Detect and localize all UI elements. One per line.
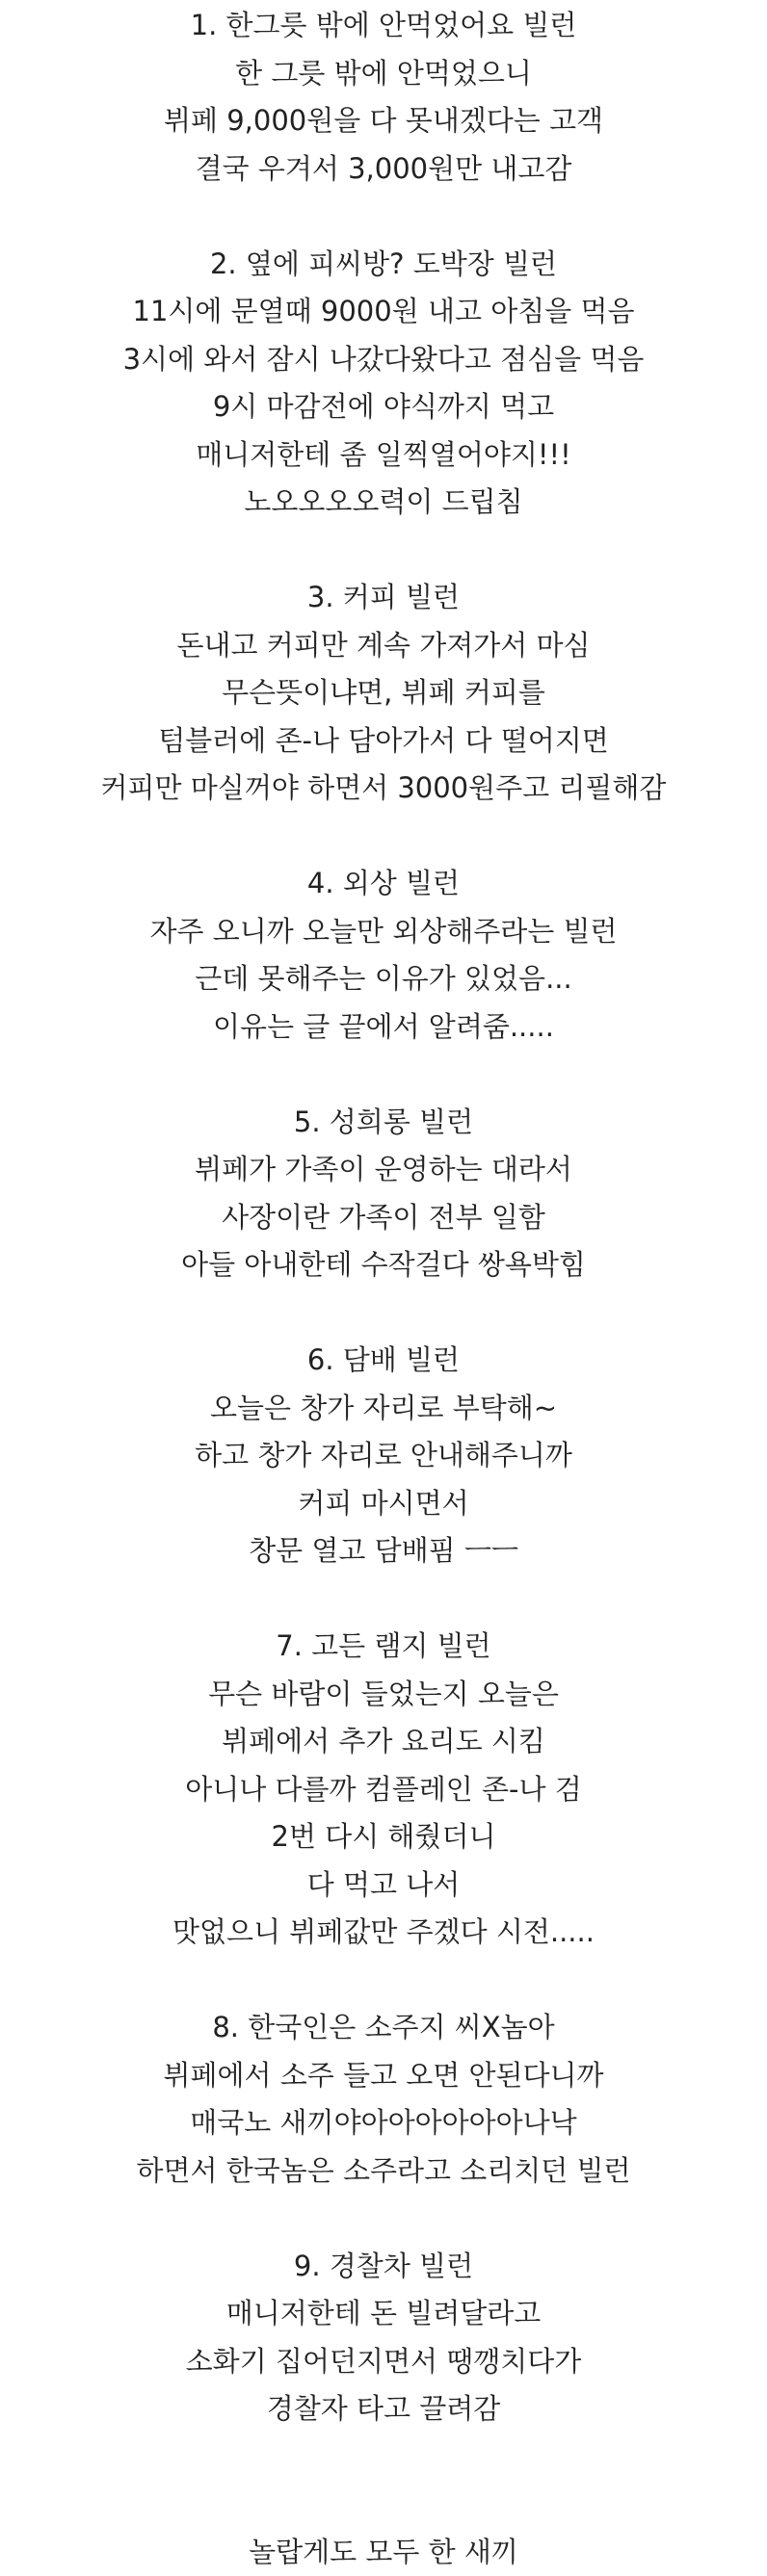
spacer: [0, 1289, 767, 1338]
section-title: 9. 경찰차 빌런: [0, 2243, 767, 2291]
section-line: 텀블러에 존-나 담아가서 다 떨어지면: [0, 717, 767, 766]
section-line: 커피 마시면서: [0, 1480, 767, 1528]
section-line: 자주 오니까 오늘만 외상해주라는 빌런: [0, 908, 767, 956]
section-line: 다 먹고 나서: [0, 1861, 767, 1910]
spacer: [0, 813, 767, 861]
section-title: 1. 한그릇 밖에 안먹었어요 빌런: [0, 2, 767, 50]
section-line: 오늘은 창가 자리로 부탁해~: [0, 1385, 767, 1433]
ending-line: 놀랍게도 모두 한 새끼: [0, 2529, 767, 2576]
section-line: 아니나 다를까 컴플레인 존-나 검: [0, 1766, 767, 1814]
section-9: [0, 2243, 767, 2433]
spacer: [0, 527, 767, 575]
section-line: 2번 다시 해줬더니: [0, 1813, 767, 1861]
section-line: 창문 열고 담배핌 ㅡㅡ: [0, 1527, 767, 1575]
section-line: 9시 마감전에 야식까지 먹고: [0, 383, 767, 431]
section-line: 돈내고 커피만 계속 가져가서 마심: [0, 622, 767, 670]
section-line: 소화기 집어던지면서 땡깽치다가: [0, 2338, 767, 2386]
section-line: 사장이란 가족이 전부 일함: [0, 1194, 767, 1242]
section-line: 이유는 글 끝에서 알려줌.....: [0, 1003, 767, 1052]
section-line: 뷔페에서 소주 들고 오면 안된다니까: [0, 2052, 767, 2100]
section-line: 한 그릇 밖에 안먹었으니: [0, 50, 767, 98]
section-line: 3시에 와서 잠시 나갔다왔다고 점심을 먹음: [0, 336, 767, 384]
section-line: 하고 창가 자리로 안내해주니까: [0, 1432, 767, 1480]
section-line: 노오오오오력이 드립침: [0, 479, 767, 527]
section-3: [0, 574, 767, 813]
section-line: 결국 우겨서 3,000원만 내고감: [0, 145, 767, 194]
section-line: 무슨뜻이냐면, 뷔페 커피를: [0, 669, 767, 717]
section-1: [0, 2, 767, 193]
spacer: [0, 1957, 767, 2005]
section-line: 뷔페에서 추가 요리도 시킴: [0, 1718, 767, 1766]
section-line: 근데 못해주는 이유가 있었음...: [0, 955, 767, 1003]
section-line: 하면서 한국놈은 소주라고 소리치던 빌런: [0, 2147, 767, 2196]
section-line: 뷔페가 가족이 운영하는 대라서: [0, 1146, 767, 1194]
spacer: [0, 2195, 767, 2243]
section-6: [0, 1337, 767, 1575]
section-line: 맛없으니 뷔페값만 주겠다 시전.....: [0, 1909, 767, 1957]
section-5: [0, 1099, 767, 1289]
section-title: 5. 성희롱 빌런: [0, 1099, 767, 1147]
section-line: 매국노 새끼야아아아아아아나낙: [0, 2099, 767, 2147]
section-2: [0, 241, 767, 527]
section-line: 커피만 마실꺼야 하면서 3000원주고 리필해감: [0, 765, 767, 813]
section-line: 매니저한테 돈 빌려달라고: [0, 2290, 767, 2338]
section-4: [0, 860, 767, 1051]
spacer: [0, 1575, 767, 1624]
section-8: [0, 2004, 767, 2195]
section-title: 6. 담배 빌런: [0, 1337, 767, 1385]
section-line: 매니저한테 좀 일찍열어야지!!!: [0, 431, 767, 480]
section-line: 뷔페 9,000원을 다 못내겠다는 고객: [0, 97, 767, 145]
section-line: 경찰자 타고 끌려감: [0, 2385, 767, 2433]
section-title: 4. 외상 빌런: [0, 860, 767, 908]
spacer: [0, 2433, 767, 2529]
spacer: [0, 193, 767, 241]
section-7: [0, 1623, 767, 1957]
spacer: [0, 1051, 767, 1099]
section-line: 무슨 바람이 들었는지 오늘은: [0, 1671, 767, 1719]
section-line: 아들 아내한테 수작걸다 쌍욕박힘: [0, 1241, 767, 1289]
section-title: 8. 한국인은 소주지 씨X놈아: [0, 2004, 767, 2052]
section-line: 11시에 문열때 9000원 내고 아침을 먹음: [0, 288, 767, 336]
section-title: 7. 고든 램지 빌런: [0, 1623, 767, 1671]
section-title: 3. 커피 빌런: [0, 574, 767, 622]
section-title: 2. 옆에 피씨방? 도박장 빌런: [0, 241, 767, 289]
